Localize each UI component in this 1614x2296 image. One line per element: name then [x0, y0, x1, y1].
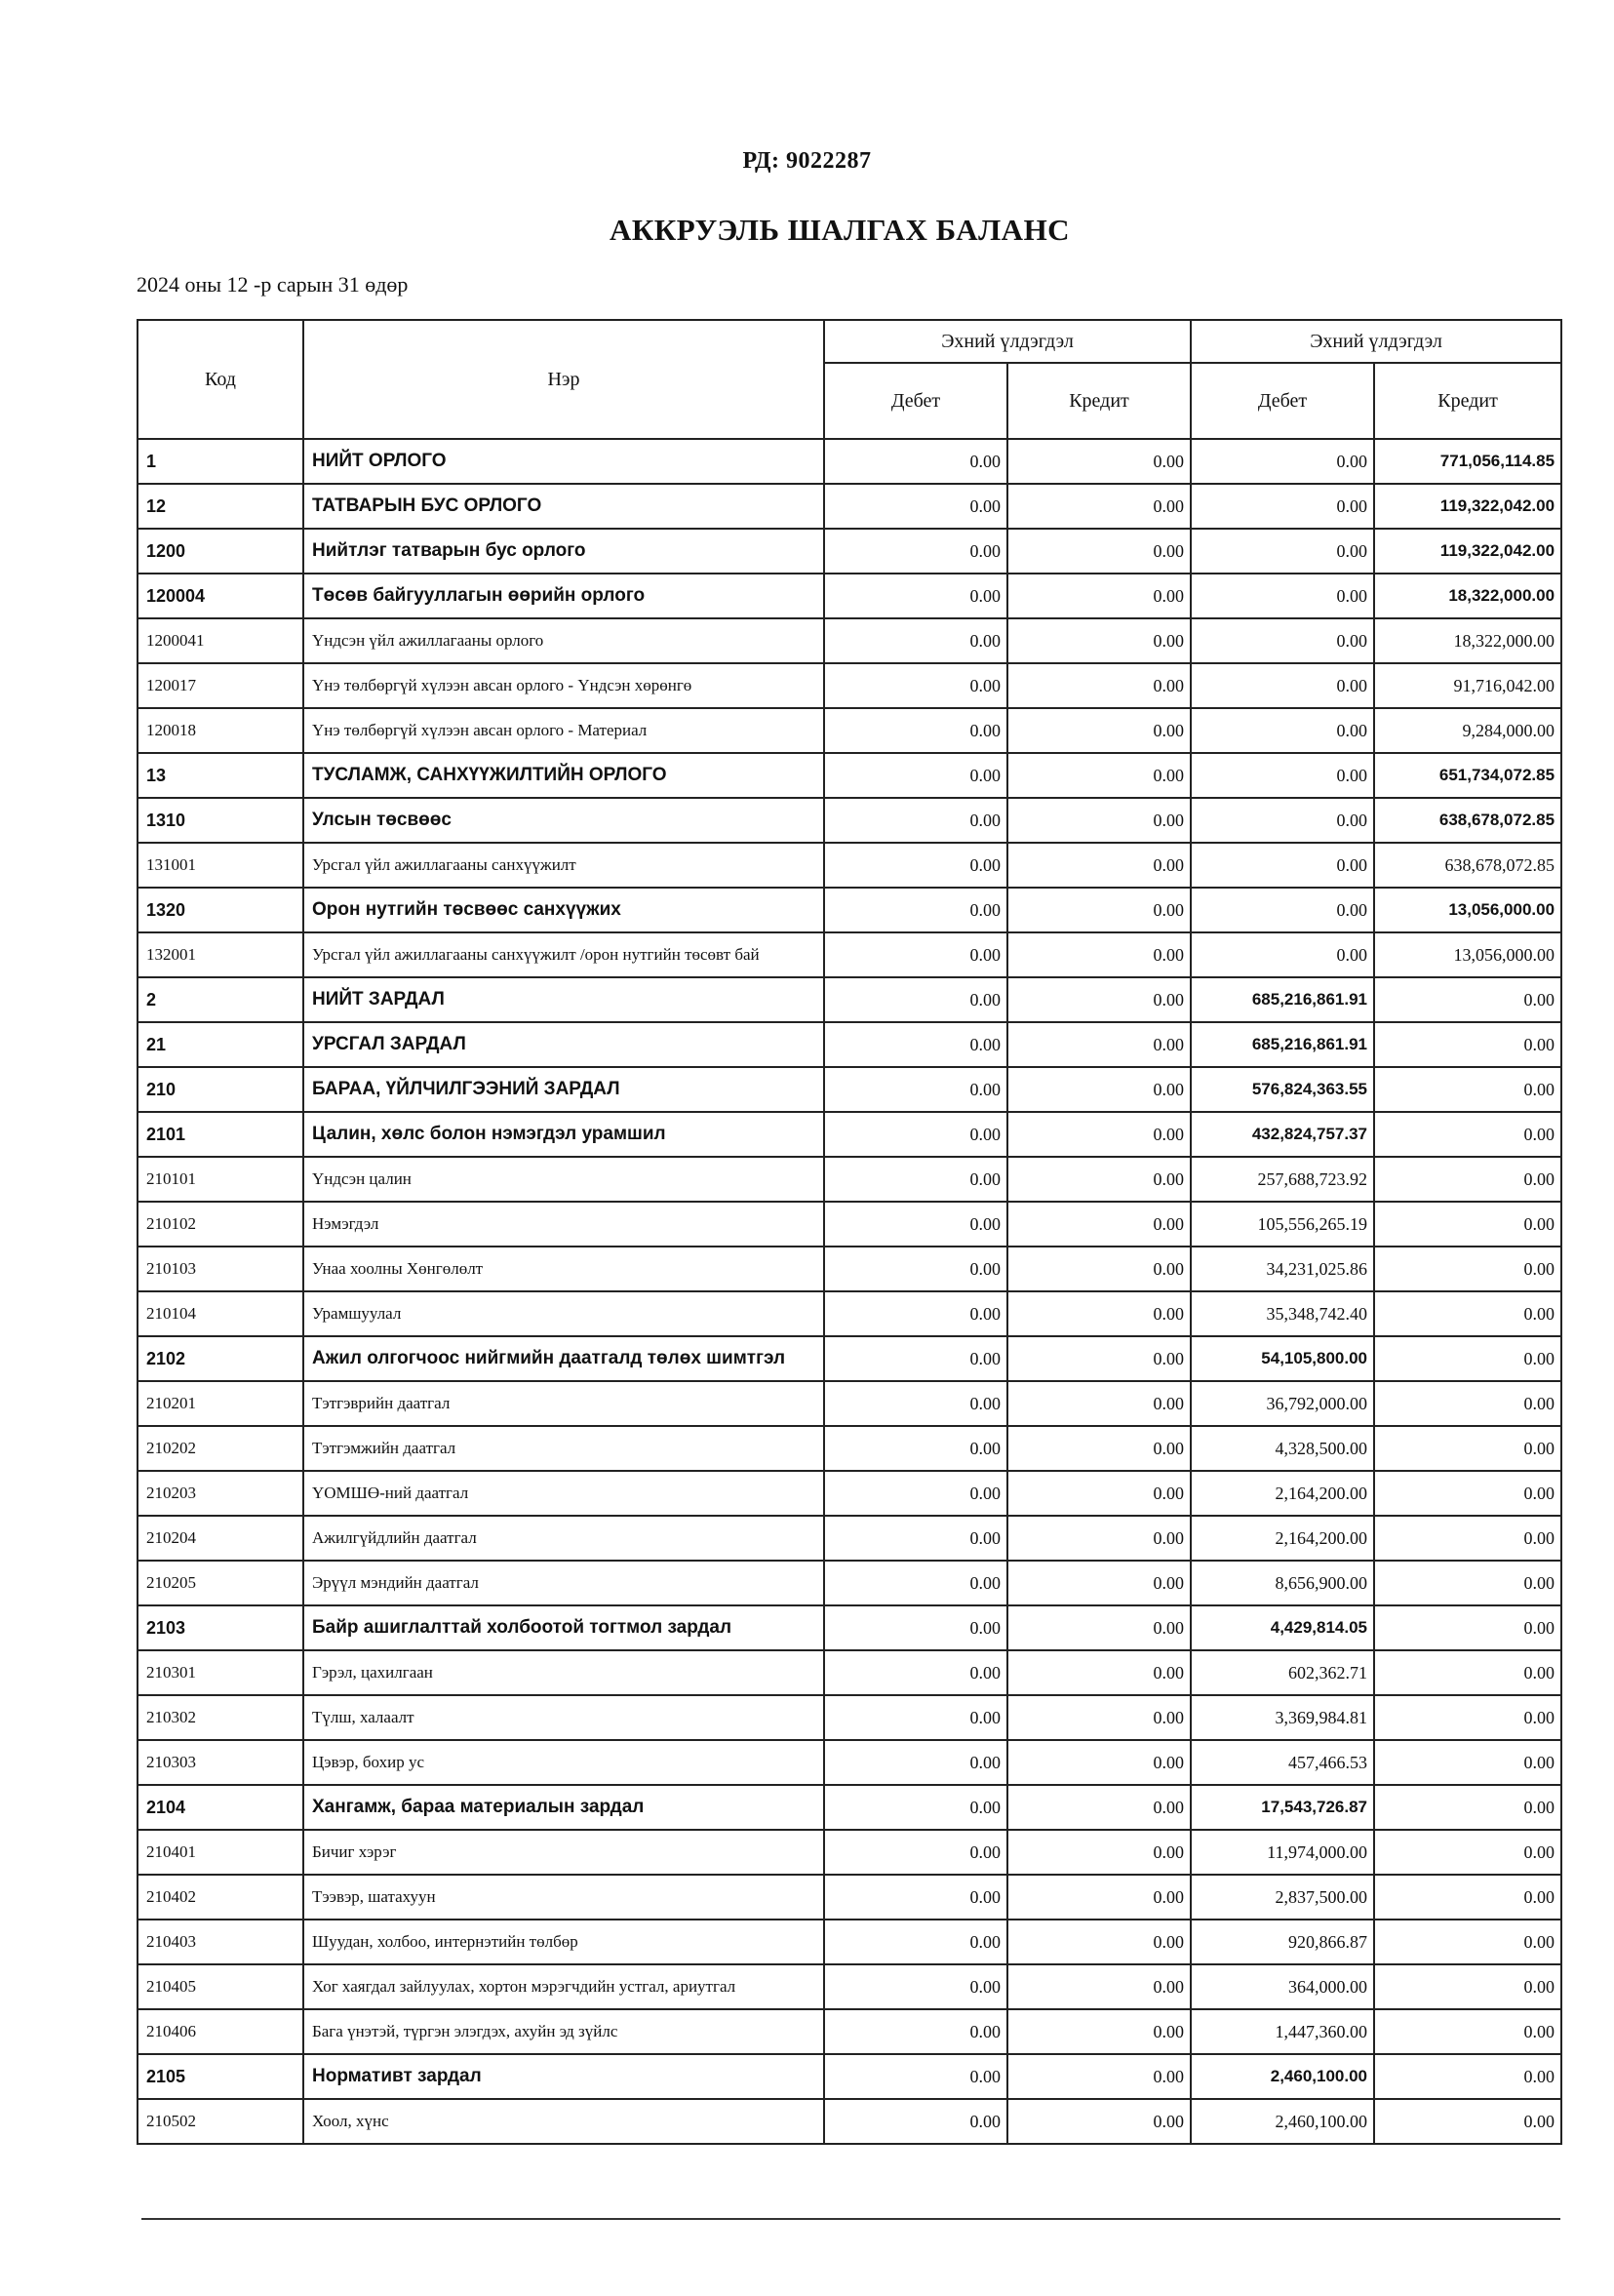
account-name: Гэрэл, цахилгаан: [303, 1650, 824, 1695]
closing-credit: 0.00: [1374, 1516, 1561, 1561]
account-name: Ажил олгогчоос нийгмийн даатгалд төлөх шимтгэл: [303, 1336, 824, 1381]
account-name: Цэвэр, бохир ус: [303, 1740, 824, 1785]
table-row: [138, 1022, 1561, 1067]
account-name: Унаа хоолны Хөнгөлөлт: [303, 1247, 824, 1291]
account-name: УРСГАЛ ЗАРДАЛ: [303, 1022, 824, 1067]
account-code: 210402: [138, 1875, 303, 1920]
opening-debit: 0.00: [824, 574, 1007, 618]
column-group-balance: Эхний үлдэгдэл: [1191, 320, 1561, 363]
opening-credit: 0.00: [1007, 1381, 1191, 1426]
account-name: Шуудан, холбоо, интернэтийн төлбөр: [303, 1920, 824, 1964]
account-code: 1: [138, 439, 303, 484]
closing-credit: 0.00: [1374, 1381, 1561, 1426]
account-name: Урамшуулал: [303, 1291, 824, 1336]
column-header-credit: Кредит: [1374, 363, 1561, 439]
opening-credit: 0.00: [1007, 1202, 1191, 1247]
table-row: [138, 1695, 1561, 1740]
account-name: Тэтгэврийн даатгал: [303, 1381, 824, 1426]
opening-debit: 0.00: [824, 1561, 1007, 1605]
account-name: Орон нутгийн төсвөөс санхүүжих: [303, 888, 824, 932]
closing-debit: 54,105,800.00: [1191, 1336, 1374, 1381]
account-code: 2101: [138, 1112, 303, 1157]
table-row: [138, 1471, 1561, 1516]
closing-credit: 0.00: [1374, 2009, 1561, 2054]
opening-debit: 0.00: [824, 1650, 1007, 1695]
account-code: 210502: [138, 2099, 303, 2144]
table-row: [138, 1964, 1561, 2009]
account-name: Бага үнэтэй, түргэн элэгдэх, ахуйн эд зүйлс: [303, 2009, 824, 2054]
account-name: Түлш, халаалт: [303, 1695, 824, 1740]
account-code: 210303: [138, 1740, 303, 1785]
account-name: БАРАА, ҮЙЛЧИЛГЭЭНИЙ ЗАРДАЛ: [303, 1067, 824, 1112]
closing-debit: 0.00: [1191, 439, 1374, 484]
table-row: [138, 1561, 1561, 1605]
opening-debit: 0.00: [824, 1336, 1007, 1381]
closing-debit: 4,328,500.00: [1191, 1426, 1374, 1471]
table-row: [138, 1381, 1561, 1426]
opening-credit: 0.00: [1007, 484, 1191, 529]
account-code: 2103: [138, 1605, 303, 1650]
account-name: Үндсэн цалин: [303, 1157, 824, 1202]
table-row: [138, 2099, 1561, 2144]
account-name: Цалин, хөлс болон нэмэгдэл урамшил: [303, 1112, 824, 1157]
account-code: 210202: [138, 1426, 303, 1471]
closing-debit: 0.00: [1191, 663, 1374, 708]
table-row: [138, 1067, 1561, 1112]
closing-credit: 0.00: [1374, 2099, 1561, 2144]
table-row: [138, 843, 1561, 888]
column-group-opening-balance: Эхний үлдэгдэл: [824, 320, 1191, 363]
account-code: 210401: [138, 1830, 303, 1875]
closing-debit: 0.00: [1191, 708, 1374, 753]
closing-debit: 105,556,265.19: [1191, 1202, 1374, 1247]
closing-credit: 0.00: [1374, 977, 1561, 1022]
account-code: 12: [138, 484, 303, 529]
opening-debit: 0.00: [824, 1381, 1007, 1426]
opening-debit: 0.00: [824, 1202, 1007, 1247]
account-code: 1320: [138, 888, 303, 932]
closing-debit: 4,429,814.05: [1191, 1605, 1374, 1650]
closing-credit: 0.00: [1374, 1471, 1561, 1516]
account-code: 2: [138, 977, 303, 1022]
opening-credit: 0.00: [1007, 529, 1191, 574]
table-row: [138, 1247, 1561, 1291]
opening-debit: 0.00: [824, 1740, 1007, 1785]
table-row: [138, 484, 1561, 529]
closing-credit: 0.00: [1374, 1157, 1561, 1202]
account-code: 1200: [138, 529, 303, 574]
account-name: Тээвэр, шатахуун: [303, 1875, 824, 1920]
account-code: 131001: [138, 843, 303, 888]
opening-debit: 0.00: [824, 888, 1007, 932]
closing-credit: 638,678,072.85: [1374, 798, 1561, 843]
closing-debit: 0.00: [1191, 843, 1374, 888]
closing-debit: 11,974,000.00: [1191, 1830, 1374, 1875]
table-row: [138, 2009, 1561, 2054]
account-name: Ажилгүйдлийн даатгал: [303, 1516, 824, 1561]
opening-credit: 0.00: [1007, 1112, 1191, 1157]
closing-debit: 2,164,200.00: [1191, 1471, 1374, 1516]
opening-debit: 0.00: [824, 529, 1007, 574]
opening-debit: 0.00: [824, 1785, 1007, 1830]
closing-credit: 0.00: [1374, 1785, 1561, 1830]
closing-credit: 0.00: [1374, 1920, 1561, 1964]
table-row: [138, 1157, 1561, 1202]
account-name: НИЙТ ЗАРДАЛ: [303, 977, 824, 1022]
opening-credit: 0.00: [1007, 1561, 1191, 1605]
closing-debit: 0.00: [1191, 618, 1374, 663]
account-code: 210102: [138, 1202, 303, 1247]
trial-balance-table: [137, 319, 1562, 2145]
closing-credit: 0.00: [1374, 1830, 1561, 1875]
report-date: 2024 оны 12 -р сарын 31 өдөр: [137, 272, 409, 297]
closing-credit: 0.00: [1374, 1964, 1561, 2009]
opening-debit: 0.00: [824, 1157, 1007, 1202]
opening-credit: 0.00: [1007, 843, 1191, 888]
opening-debit: 0.00: [824, 1112, 1007, 1157]
opening-debit: 0.00: [824, 439, 1007, 484]
opening-debit: 0.00: [824, 1067, 1007, 1112]
closing-debit: 920,866.87: [1191, 1920, 1374, 1964]
closing-debit: 576,824,363.55: [1191, 1067, 1374, 1112]
closing-debit: 432,824,757.37: [1191, 1112, 1374, 1157]
table-row: [138, 663, 1561, 708]
opening-debit: 0.00: [824, 1291, 1007, 1336]
column-header-credit: Кредит: [1007, 363, 1191, 439]
opening-debit: 0.00: [824, 1605, 1007, 1650]
account-name: Төсөв байгууллагын өөрийн орлого: [303, 574, 824, 618]
opening-credit: 0.00: [1007, 1695, 1191, 1740]
closing-debit: 36,792,000.00: [1191, 1381, 1374, 1426]
account-name: Хоол, хүнс: [303, 2099, 824, 2144]
account-name: Урсгал үйл ажиллагааны санхүүжилт /орон нутгийн төсөвт бай: [303, 932, 824, 977]
opening-credit: 0.00: [1007, 1516, 1191, 1561]
opening-credit: 0.00: [1007, 1605, 1191, 1650]
table-row: [138, 439, 1561, 484]
opening-credit: 0.00: [1007, 1471, 1191, 1516]
account-code: 120004: [138, 574, 303, 618]
account-name: Тэтгэмжийн даатгал: [303, 1426, 824, 1471]
closing-credit: 18,322,000.00: [1374, 618, 1561, 663]
opening-credit: 0.00: [1007, 2009, 1191, 2054]
account-code: 2102: [138, 1336, 303, 1381]
closing-credit: 0.00: [1374, 1291, 1561, 1336]
opening-debit: 0.00: [824, 663, 1007, 708]
bottom-divider: [141, 2218, 1560, 2220]
opening-debit: 0.00: [824, 2009, 1007, 2054]
opening-credit: 0.00: [1007, 1157, 1191, 1202]
table-row: [138, 798, 1561, 843]
opening-debit: 0.00: [824, 1516, 1007, 1561]
account-code: 210104: [138, 1291, 303, 1336]
opening-credit: 0.00: [1007, 1247, 1191, 1291]
closing-credit: 0.00: [1374, 1202, 1561, 1247]
closing-credit: 0.00: [1374, 1247, 1561, 1291]
opening-credit: 0.00: [1007, 798, 1191, 843]
opening-credit: 0.00: [1007, 1067, 1191, 1112]
opening-credit: 0.00: [1007, 753, 1191, 798]
closing-debit: 8,656,900.00: [1191, 1561, 1374, 1605]
closing-debit: 0.00: [1191, 484, 1374, 529]
closing-credit: 119,322,042.00: [1374, 529, 1561, 574]
table-row: [138, 1112, 1561, 1157]
opening-credit: 0.00: [1007, 1964, 1191, 2009]
account-code: 132001: [138, 932, 303, 977]
account-code: 210405: [138, 1964, 303, 2009]
opening-credit: 0.00: [1007, 1740, 1191, 1785]
opening-debit: 0.00: [824, 753, 1007, 798]
table-row: [138, 1650, 1561, 1695]
closing-debit: 2,460,100.00: [1191, 2054, 1374, 2099]
opening-credit: 0.00: [1007, 1336, 1191, 1381]
opening-debit: 0.00: [824, 1695, 1007, 1740]
account-code: 1310: [138, 798, 303, 843]
account-name: Бичиг хэрэг: [303, 1830, 824, 1875]
closing-debit: 0.00: [1191, 753, 1374, 798]
opening-debit: 0.00: [824, 1964, 1007, 2009]
closing-debit: 1,447,360.00: [1191, 2009, 1374, 2054]
opening-credit: 0.00: [1007, 1875, 1191, 1920]
account-code: 2105: [138, 2054, 303, 2099]
closing-debit: 0.00: [1191, 798, 1374, 843]
table-row: [138, 1291, 1561, 1336]
account-name: Байр ашиглалттай холбоотой тогтмол зардал: [303, 1605, 824, 1650]
closing-debit: 364,000.00: [1191, 1964, 1374, 2009]
opening-credit: 0.00: [1007, 932, 1191, 977]
table-row: [138, 1830, 1561, 1875]
table-row: [138, 1920, 1561, 1964]
closing-debit: 17,543,726.87: [1191, 1785, 1374, 1830]
closing-credit: 0.00: [1374, 1740, 1561, 1785]
table-body: [138, 439, 1561, 2144]
opening-credit: 0.00: [1007, 977, 1191, 1022]
closing-credit: 0.00: [1374, 1561, 1561, 1605]
account-code: 210204: [138, 1516, 303, 1561]
closing-credit: 771,056,114.85: [1374, 439, 1561, 484]
opening-debit: 0.00: [824, 1022, 1007, 1067]
opening-debit: 0.00: [824, 1471, 1007, 1516]
table-row: [138, 977, 1561, 1022]
closing-debit: 2,164,200.00: [1191, 1516, 1374, 1561]
opening-debit: 0.00: [824, 1830, 1007, 1875]
account-code: 1200041: [138, 618, 303, 663]
opening-debit: 0.00: [824, 843, 1007, 888]
closing-debit: 685,216,861.91: [1191, 1022, 1374, 1067]
closing-credit: 13,056,000.00: [1374, 888, 1561, 932]
closing-credit: 9,284,000.00: [1374, 708, 1561, 753]
opening-debit: 0.00: [824, 932, 1007, 977]
account-code: 210403: [138, 1920, 303, 1964]
account-name: ҮОМШӨ-ний даатгал: [303, 1471, 824, 1516]
account-code: 210406: [138, 2009, 303, 2054]
closing-credit: 0.00: [1374, 1605, 1561, 1650]
opening-debit: 0.00: [824, 2099, 1007, 2144]
table-row: [138, 618, 1561, 663]
account-code: 120017: [138, 663, 303, 708]
account-name: Хангамж, бараа материалын зардал: [303, 1785, 824, 1830]
closing-debit: 0.00: [1191, 574, 1374, 618]
closing-credit: 0.00: [1374, 1426, 1561, 1471]
opening-credit: 0.00: [1007, 1022, 1191, 1067]
opening-credit: 0.00: [1007, 2099, 1191, 2144]
closing-credit: 0.00: [1374, 1695, 1561, 1740]
account-code: 210203: [138, 1471, 303, 1516]
account-name: Урсгал үйл ажиллагааны санхүүжилт: [303, 843, 824, 888]
closing-credit: 638,678,072.85: [1374, 843, 1561, 888]
opening-debit: 0.00: [824, 618, 1007, 663]
closing-credit: 0.00: [1374, 1336, 1561, 1381]
opening-credit: 0.00: [1007, 1650, 1191, 1695]
opening-credit: 0.00: [1007, 1291, 1191, 1336]
opening-debit: 0.00: [824, 977, 1007, 1022]
account-code: 13: [138, 753, 303, 798]
column-header-code: Код: [138, 320, 303, 439]
account-name: Нормативт зардал: [303, 2054, 824, 2099]
closing-credit: 0.00: [1374, 1067, 1561, 1112]
closing-credit: 119,322,042.00: [1374, 484, 1561, 529]
account-name: Эрүүл мэндийн даатгал: [303, 1561, 824, 1605]
closing-debit: 0.00: [1191, 888, 1374, 932]
account-code: 2104: [138, 1785, 303, 1830]
opening-debit: 0.00: [824, 798, 1007, 843]
account-code: 210103: [138, 1247, 303, 1291]
closing-debit: 34,231,025.86: [1191, 1247, 1374, 1291]
account-code: 210101: [138, 1157, 303, 1202]
opening-debit: 0.00: [824, 1875, 1007, 1920]
account-name: Үнэ төлбөргүй хүлээн авсан орлого - Материал: [303, 708, 824, 753]
table-row: [138, 1785, 1561, 1830]
table-row: [138, 1202, 1561, 1247]
closing-credit: 0.00: [1374, 1112, 1561, 1157]
closing-debit: 35,348,742.40: [1191, 1291, 1374, 1336]
closing-debit: 0.00: [1191, 932, 1374, 977]
closing-debit: 457,466.53: [1191, 1740, 1374, 1785]
column-header-name: Нэр: [303, 320, 824, 439]
account-code: 120018: [138, 708, 303, 753]
column-header-debit: Дебет: [824, 363, 1007, 439]
account-name: Нэмэгдэл: [303, 1202, 824, 1247]
closing-debit: 0.00: [1191, 529, 1374, 574]
table-row: [138, 1740, 1561, 1785]
opening-credit: 0.00: [1007, 618, 1191, 663]
closing-credit: 13,056,000.00: [1374, 932, 1561, 977]
opening-credit: 0.00: [1007, 2054, 1191, 2099]
closing-debit: 3,369,984.81: [1191, 1695, 1374, 1740]
opening-debit: 0.00: [824, 708, 1007, 753]
closing-credit: 91,716,042.00: [1374, 663, 1561, 708]
account-code: 210201: [138, 1381, 303, 1426]
opening-credit: 0.00: [1007, 1426, 1191, 1471]
closing-debit: 685,216,861.91: [1191, 977, 1374, 1022]
table-row: [138, 574, 1561, 618]
account-code: 21: [138, 1022, 303, 1067]
account-name: ТУСЛАМЖ, САНХҮҮЖИЛТИЙН ОРЛОГО: [303, 753, 824, 798]
opening-debit: 0.00: [824, 1920, 1007, 1964]
table-row: [138, 1426, 1561, 1471]
table-row: [138, 1516, 1561, 1561]
table-row: [138, 2054, 1561, 2099]
table-row: [138, 1605, 1561, 1650]
opening-credit: 0.00: [1007, 663, 1191, 708]
closing-credit: 0.00: [1374, 1022, 1561, 1067]
opening-credit: 0.00: [1007, 439, 1191, 484]
closing-debit: 2,837,500.00: [1191, 1875, 1374, 1920]
account-name: Улсын төсвөөс: [303, 798, 824, 843]
opening-credit: 0.00: [1007, 1785, 1191, 1830]
table-row: [138, 1875, 1561, 1920]
opening-credit: 0.00: [1007, 708, 1191, 753]
opening-credit: 0.00: [1007, 1920, 1191, 1964]
account-code: 210301: [138, 1650, 303, 1695]
closing-credit: 0.00: [1374, 1650, 1561, 1695]
account-code: 210205: [138, 1561, 303, 1605]
table-row: [138, 708, 1561, 753]
table-row: [138, 1336, 1561, 1381]
account-name: Үнэ төлбөргүй хүлээн авсан орлого - Үндсэн хөрөнгө: [303, 663, 824, 708]
closing-credit: 18,322,000.00: [1374, 574, 1561, 618]
account-name: Үндсэн үйл ажиллагааны орлого: [303, 618, 824, 663]
account-name: Хог хаягдал зайлуулах, хортон мэрэгчдийн устгал, ариутгал: [303, 1964, 824, 2009]
opening-credit: 0.00: [1007, 1830, 1191, 1875]
closing-credit: 0.00: [1374, 1875, 1561, 1920]
closing-credit: 0.00: [1374, 2054, 1561, 2099]
closing-debit: 602,362.71: [1191, 1650, 1374, 1695]
table-row: [138, 529, 1561, 574]
opening-credit: 0.00: [1007, 574, 1191, 618]
table-row: [138, 753, 1561, 798]
column-header-debit: Дебет: [1191, 363, 1374, 439]
closing-credit: 651,734,072.85: [1374, 753, 1561, 798]
account-name: ТАТВАРЫН БУС ОРЛОГО: [303, 484, 824, 529]
closing-debit: 257,688,723.92: [1191, 1157, 1374, 1202]
account-name: НИЙТ ОРЛОГО: [303, 439, 824, 484]
opening-debit: 0.00: [824, 2054, 1007, 2099]
opening-credit: 0.00: [1007, 888, 1191, 932]
account-code: 210: [138, 1067, 303, 1112]
table-row: [138, 888, 1561, 932]
page-title: АККРУЭЛЬ ШАЛГАХ БАЛАНС: [609, 213, 1071, 247]
registration-number: РД: 9022287: [742, 148, 872, 174]
opening-debit: 0.00: [824, 1247, 1007, 1291]
account-code: 210302: [138, 1695, 303, 1740]
closing-debit: 2,460,100.00: [1191, 2099, 1374, 2144]
opening-debit: 0.00: [824, 1426, 1007, 1471]
table-row: [138, 932, 1561, 977]
account-name: Нийтлэг татварын бус орлого: [303, 529, 824, 574]
opening-debit: 0.00: [824, 484, 1007, 529]
